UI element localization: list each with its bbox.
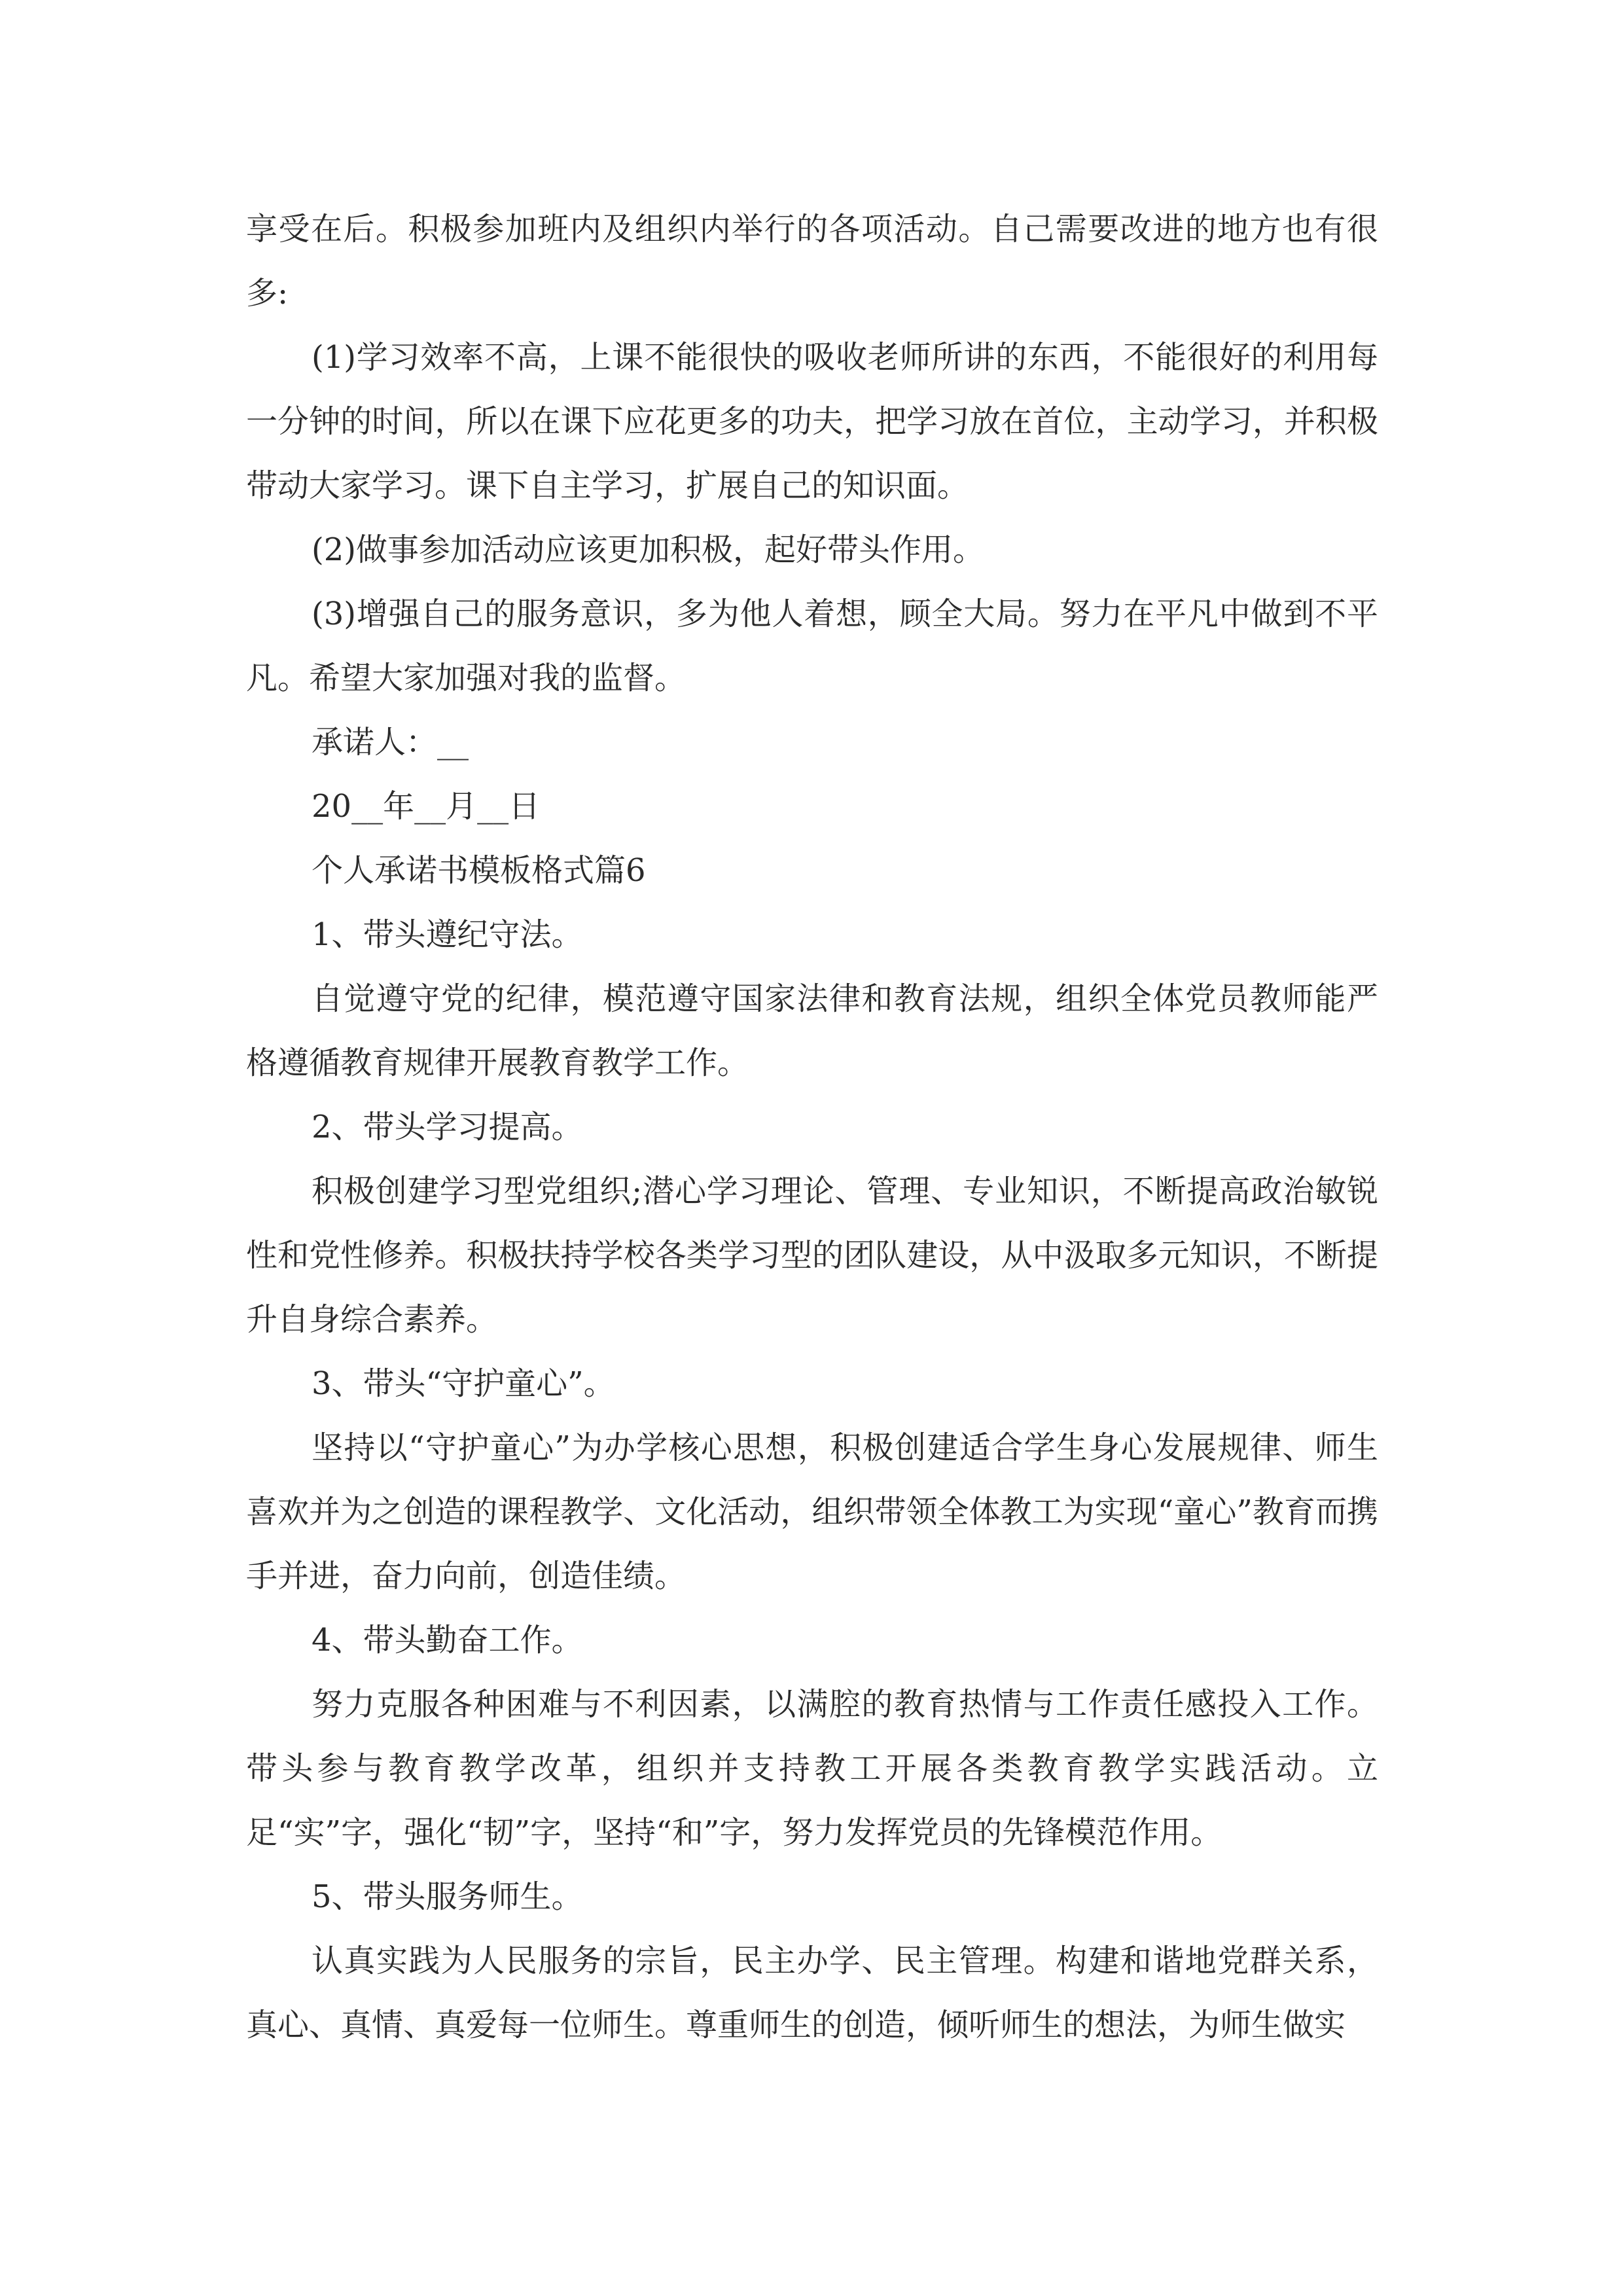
- paragraph-body-1: 自觉遵守党的纪律，模范遵守国家法律和教育法规，组织全体党员教师能严格遵循教育规律开展教育教学工作。: [246, 980, 1378, 1081]
- paragraph-body-4: 努力克服各种困难与不利因素，以满腔的教育热情与工作责任感投入工作。带头参与教育教学改革，组织并支持教工开展各类教育教学实践活动。立足“实”字，强化“韧”字，坚持“和”字，努力发挥党员的先锋模范作用。: [246, 1686, 1378, 1851]
- heading-4: 4、带头勤奋工作。: [312, 1622, 583, 1659]
- paragraph-continuation: 享受在后。积极参加班内及组织内举行的各项活动。自己需要改进的地方也有很多:: [246, 211, 1378, 312]
- paragraph-item-2: (2)做事参加活动应该更加积极，起好带头作用。: [312, 531, 984, 568]
- paragraph-item-3: (3)增强自己的服务意识，多为他人着想，顾全大局。努力在平凡中做到不平凡。希望大家加强对我的监督。: [246, 596, 1378, 696]
- heading-3: 3、带头“守护童心”。: [312, 1365, 615, 1402]
- paragraph-item-1: (1)学习效率不高，上课不能很快的吸收老师所讲的东西，不能很好的利用每一分钟的时间，所以在课下应花更多的功夫，把学习放在首位，主动学习，并积极带动大家学习。课下自主学习，扩展自己的知识面。: [246, 339, 1378, 504]
- paragraph-body-2: 积极创建学习型党组织;潜心学习理论、管理、专业知识，不断提高政治敏锐性和党性修养。积极扶持学校各类学习型的团队建设，从中汲取多元知识，不断提升自身综合素养。: [246, 1173, 1378, 1338]
- heading-5: 5、带头服务师生。: [312, 1878, 583, 1915]
- heading-2: 2、带头学习提高。: [312, 1109, 583, 1145]
- section-title: 个人承诺书模板格式篇6: [312, 852, 646, 889]
- heading-1: 1、带头遵纪守法。: [312, 916, 583, 953]
- document-body: [246, 197, 1378, 2057]
- paragraph-body-5: 认真实践为人民服务的宗旨，民主办学、民主管理。构建和谐地党群关系，真心、真情、真爱每一位师生。尊重师生的创造，倾听师生的想法，为师生做实: [246, 1943, 1378, 2043]
- promisor-line: 承诺人：__: [312, 724, 469, 761]
- date-line: 20__年__月__日: [312, 788, 541, 825]
- paragraph-body-3: 坚持以“守护童心”为办学核心思想，积极创建适合学生身心发展规律、师生喜欢并为之创造的课程教学、文化活动，组织带领全体教工为实现“童心”教育而携手并进，奋力向前，创造佳绩。: [246, 1429, 1378, 1594]
